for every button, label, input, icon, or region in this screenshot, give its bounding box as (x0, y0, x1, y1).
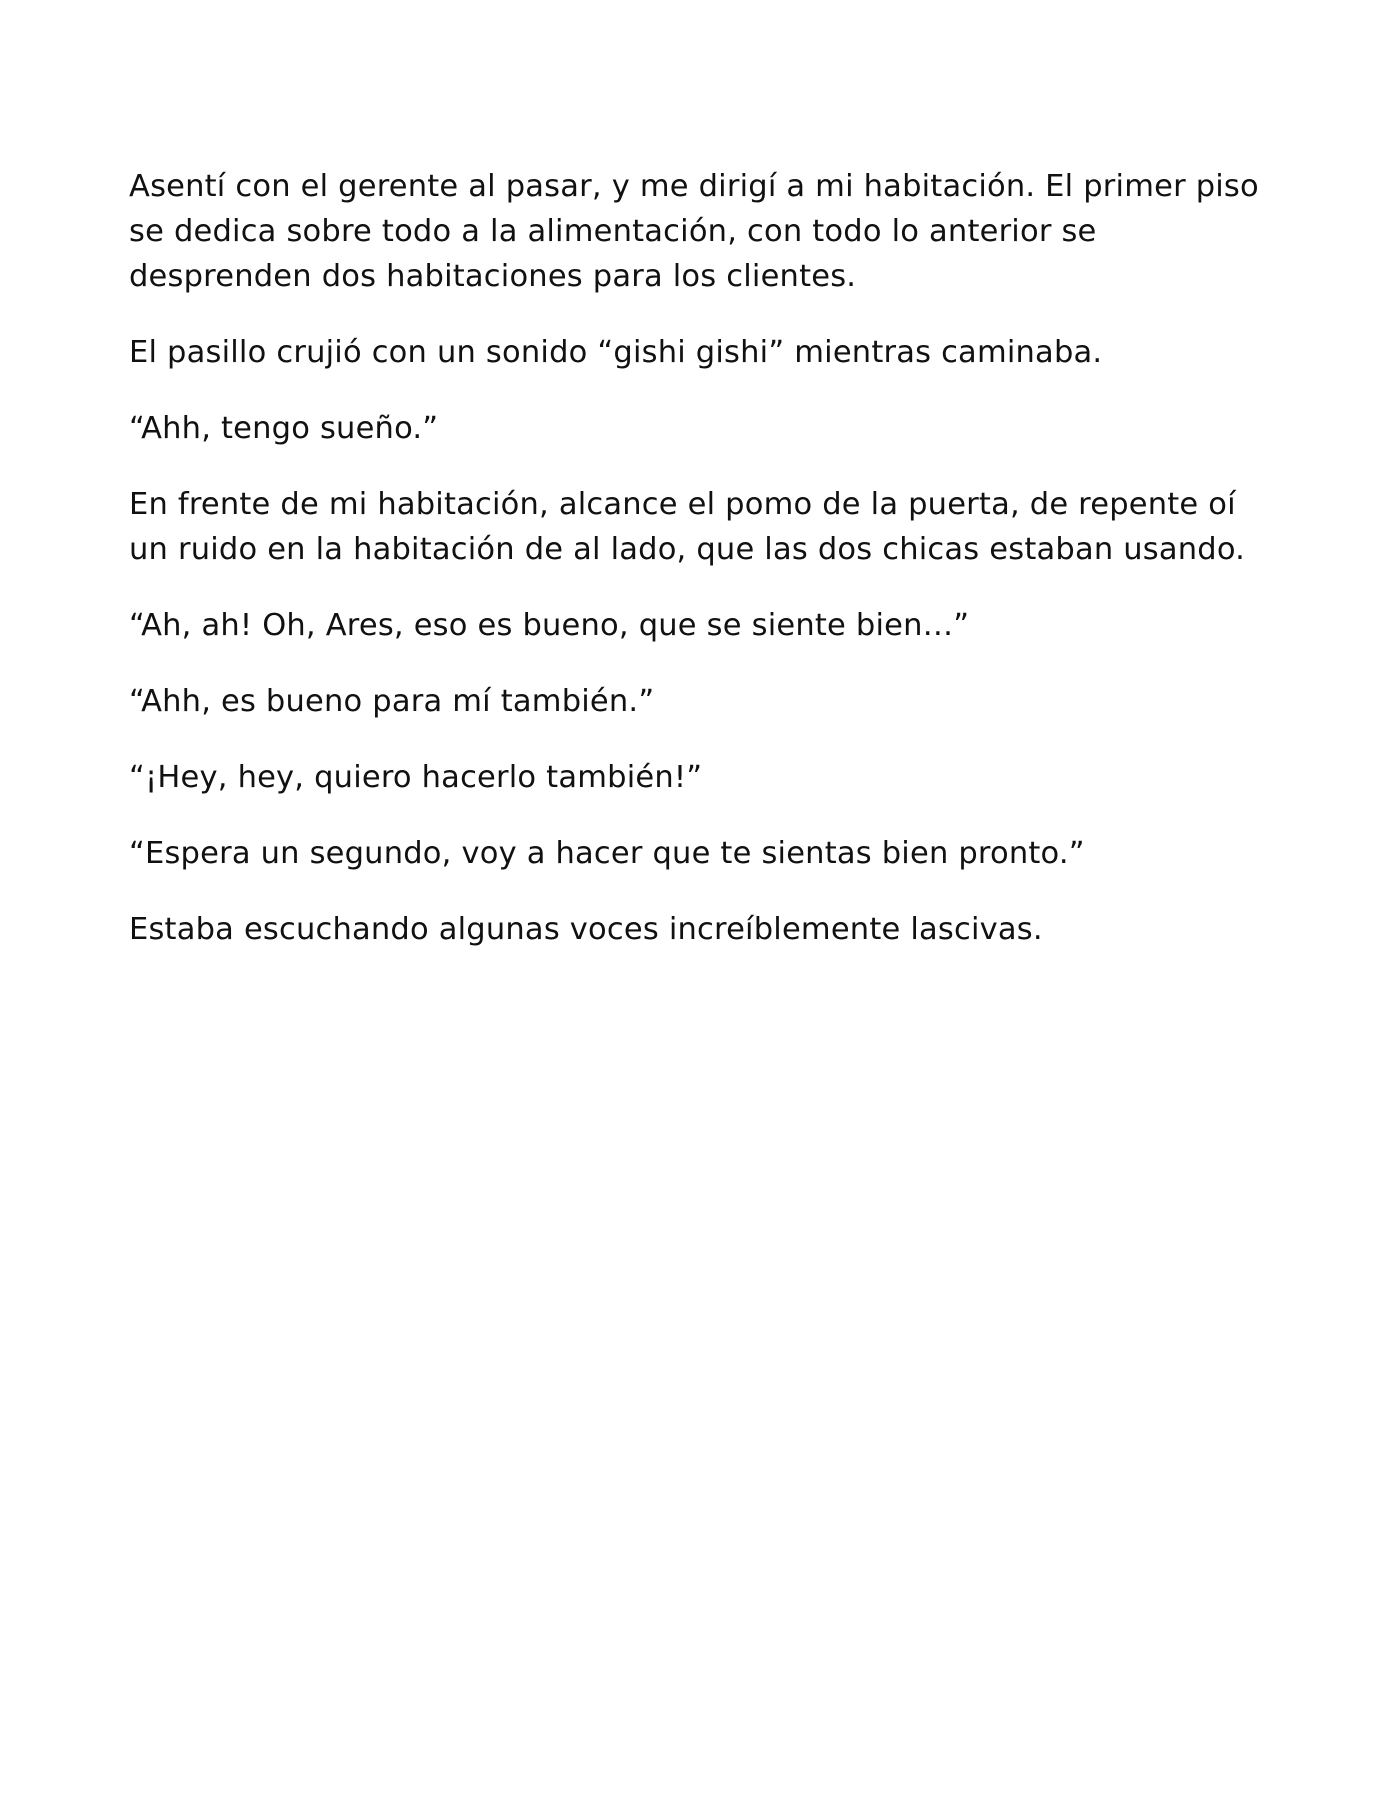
paragraph: “Ah, ah! Oh, Ares, eso es bueno, que se siente bien…” (129, 608, 970, 643)
paragraph: “Ahh, es bueno para mí también.” (129, 684, 655, 719)
paragraph: Asentí con el gerente al pasar, y me dirigí a mi habitación. El primer piso se dedica sobre todo a la alimentación, con todo lo anterior se desprenden dos habitaciones para los clientes. (129, 169, 1259, 294)
paragraph: “Espera un segundo, voy a hacer que te sientas bien pronto.” (129, 836, 1085, 871)
paragraph: “¡Hey, hey, quiero hacerlo también!” (129, 760, 703, 795)
paragraph: En frente de mi habitación, alcance el pomo de la puerta, de repente oí un ruido en la habitación de al lado, que las dos chicas estaban usando. (129, 487, 1246, 567)
document-body (129, 164, 1259, 983)
paragraph: El pasillo crujió con un sonido “gishi gishi” mientras caminaba. (129, 335, 1103, 370)
paragraph: “Ahh, tengo sueño.” (129, 411, 439, 446)
paragraph: Estaba escuchando algunas voces increíblemente lascivas. (129, 912, 1043, 947)
